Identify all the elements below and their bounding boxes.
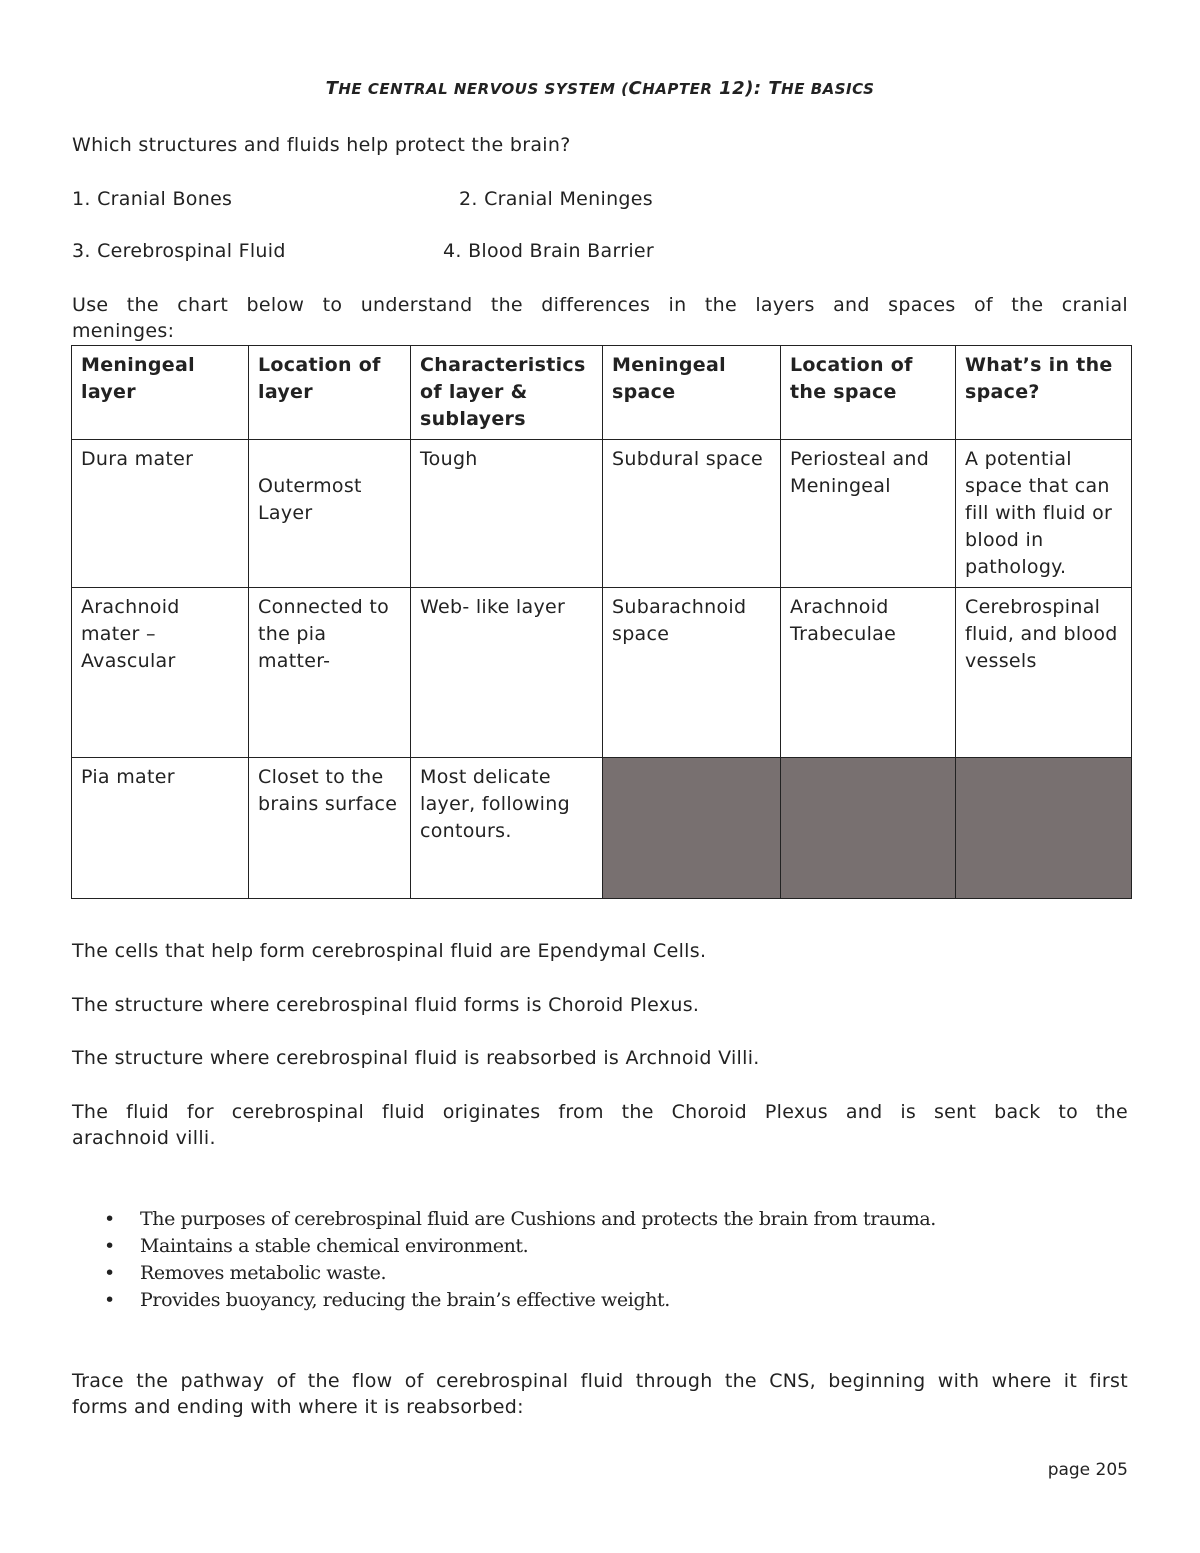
table-row: [72, 440, 1132, 588]
csf-cells-sentence: The cells that help form cerebrospinal fluid are Ependymal Cells.: [72, 940, 707, 962]
table-header-row: [72, 346, 1132, 440]
table-cell: Arachnoid Trabeculae: [781, 588, 956, 758]
page-title: THE CENTRAL NERVOUS SYSTEM (CHAPTER 12): THE BASICS: [325, 78, 875, 99]
table-row: [72, 588, 1132, 758]
protection-item: 2. Cranial Meninges: [459, 188, 653, 210]
table-cell: Arachnoid mater – Avascular: [72, 588, 249, 758]
table-cell: A potential space that can fill with fluid or blood in pathology.: [956, 440, 1132, 588]
table-header: Location of the space: [781, 346, 956, 440]
table-cell: Periosteal and Meningeal: [781, 440, 956, 588]
shaded-cell: [781, 758, 956, 899]
csf-purposes-list: [104, 1206, 936, 1314]
page-number: page 205: [1047, 1460, 1128, 1480]
protection-item: 4. Blood Brain Barrier: [443, 240, 655, 262]
chart-intro: Use the chart below to understand the differences in the layers and spaces of the cranial meninges:: [72, 294, 1128, 342]
table-header: Location of layer: [249, 346, 411, 440]
table-cell: Most delicate layer, following contours.: [411, 758, 603, 899]
shaded-cell: [603, 758, 781, 899]
table-cell: Subdural space: [603, 440, 781, 588]
table-cell: Outermost Layer: [249, 440, 411, 588]
table-cell: Cerebrospinal fluid, and blood vessels: [956, 588, 1132, 758]
table-header: Meningeal space: [603, 346, 781, 440]
table-header: Meningeal layer: [72, 346, 249, 440]
list-item: • Maintains a stable chemical environment.: [104, 1233, 936, 1260]
table-cell: Connected to the pia matter-: [249, 588, 411, 758]
meninges-table: [71, 345, 1132, 899]
table-header: What’s in the space?: [956, 346, 1132, 440]
table-row: [72, 758, 1132, 899]
list-item: • Provides buoyancy, reducing the brain’s effective weight.: [104, 1287, 936, 1314]
table-cell: Subarachnoid space: [603, 588, 781, 758]
protection-item: 1. Cranial Bones: [72, 188, 233, 210]
table-cell: Dura mater: [72, 440, 249, 588]
table-cell: Tough: [411, 440, 603, 588]
csf-reabsorbed-sentence: The structure where cerebrospinal fluid is reabsorbed is Archnoid Villi.: [72, 1047, 760, 1069]
trace-pathway-prompt: Trace the pathway of the flow of cerebrospinal fluid through the CNS, beginning with where it first forms and ending with where it is reabsorbed:: [72, 1370, 1128, 1418]
fluid-origin-paragraph: The fluid for cerebrospinal fluid originates from the Choroid Plexus and is sent back to the arachnoid villi.: [72, 1101, 1128, 1149]
protection-question: Which structures and fluids help protect the brain?: [72, 134, 571, 156]
list-item: • The purposes of cerebrospinal fluid are Cushions and protects the brain from trauma.: [104, 1206, 936, 1233]
protection-item: 3. Cerebrospinal Fluid: [72, 240, 286, 262]
csf-forms-sentence: The structure where cerebrospinal fluid forms is Choroid Plexus.: [72, 994, 700, 1016]
table-header: Characteristics of layer & sublayers: [411, 346, 603, 440]
table-cell: Pia mater: [72, 758, 249, 899]
table-cell: Closet to the brains surface: [249, 758, 411, 899]
table-cell: Web- like layer: [411, 588, 603, 758]
shaded-cell: [956, 758, 1132, 899]
list-item: • Removes metabolic waste.: [104, 1260, 936, 1287]
